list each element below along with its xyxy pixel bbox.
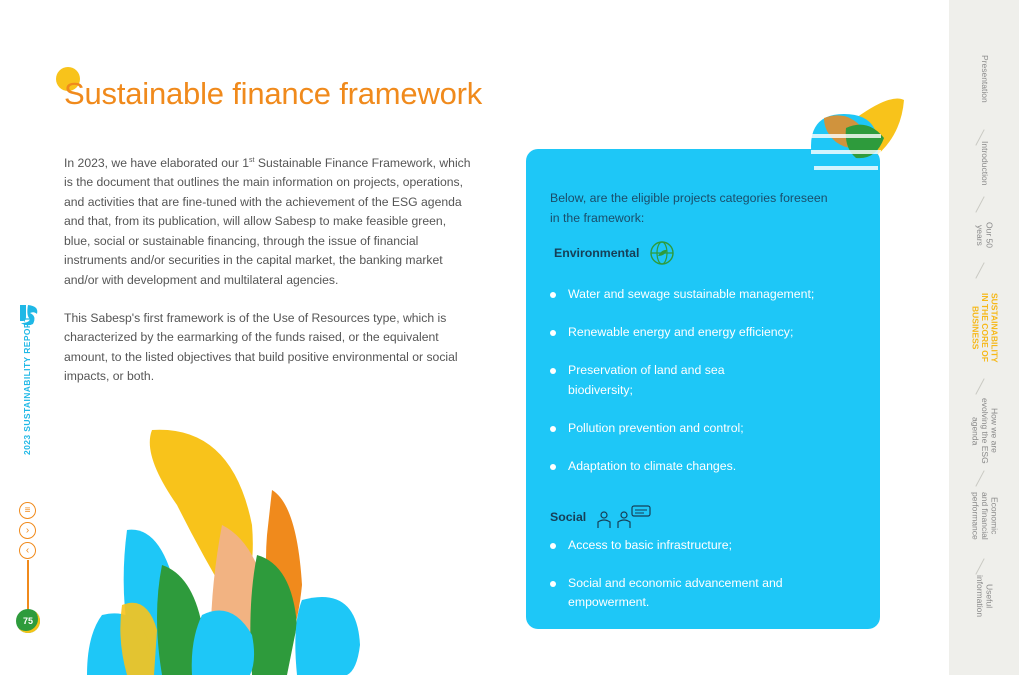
- list-item: Renewable energy and energy efficiency;: [550, 323, 860, 342]
- social-heading: [550, 505, 652, 529]
- page-title: Sustainable finance framework: [64, 76, 483, 111]
- nav-our-50-years[interactable]: Our 50 years: [975, 222, 995, 248]
- menu-icon[interactable]: ≡: [19, 502, 36, 519]
- nav-presentation[interactable]: Presentation: [979, 55, 990, 103]
- list-item: Pollution prevention and control;: [550, 419, 860, 438]
- decorative-drop-illustration: [806, 98, 908, 190]
- paragraph-1: In 2023, we have elaborated our 1st Sustainable Finance Framework, which is the document that outlines the main information on projects, operations, and activities that are fine-tuned with the achievement of the ESG agenda and that, from its publication, will allow Sabesp to make feasible green, blue, social or sustainable financing, through the issue of financial instruments and/or securities in the capital market, the banking market and/or with development and multilateral agencies.: [64, 156, 471, 287]
- nav-divider: [975, 470, 984, 486]
- page-number: 75: [16, 609, 40, 633]
- list-item: Adaptation to climate changes.: [550, 457, 860, 476]
- page-nav-icons: [19, 502, 37, 562]
- list-item: Social and economic advancement and empowerment.: [550, 574, 860, 612]
- globe-leaf-icon: [649, 240, 675, 266]
- nav-useful-information[interactable]: Useful information: [975, 575, 995, 618]
- nav-divider: [975, 262, 984, 278]
- left-rail: [0, 0, 56, 675]
- report-label: 2023 SUSTAINABILITY REPORT: [22, 315, 32, 455]
- rail-divider: [27, 560, 29, 612]
- eligible-categories-panel: [526, 149, 880, 629]
- decorative-splash-illustration: [82, 425, 367, 675]
- nav-esg-agenda[interactable]: How we are evolving the ESG agenda: [970, 398, 1000, 464]
- section-nav: [949, 0, 1019, 675]
- environmental-heading: [554, 240, 675, 266]
- nav-sustainability-core-business[interactable]: SUSTAINABILITY IN THE CORE OF BUSINESS: [970, 293, 1000, 363]
- environmental-list: [550, 285, 860, 495]
- previous-page-icon[interactable]: ‹: [19, 542, 36, 559]
- nav-introduction[interactable]: Introduction: [979, 141, 990, 186]
- nav-divider: [975, 196, 984, 212]
- social-list: [550, 536, 860, 632]
- list-item: Access to basic infrastructure;: [550, 536, 860, 555]
- environmental-label: Environmental: [554, 246, 640, 260]
- next-page-icon[interactable]: ›: [19, 522, 36, 539]
- nav-divider: [975, 378, 984, 394]
- list-item: Preservation of land and sea biodiversity;: [550, 361, 750, 399]
- paragraph-2: This Sabesp's first framework is of the Use of Resources type, which is characterized by the earmarking of the funds raised, or the equivalent amount, to the listed objectives that build positive environmental or social impacts, or both.: [64, 310, 458, 384]
- body-text: [64, 151, 474, 406]
- social-label: Social: [550, 510, 587, 524]
- nav-divider: [975, 558, 984, 574]
- people-chat-icon: [596, 505, 652, 529]
- nav-economic-financial-performance[interactable]: Economic and financial performance: [970, 492, 1000, 540]
- list-item: Water and sewage sustainable management;: [550, 285, 860, 304]
- panel-intro: Below, are the eligible projects categories foreseen in the framework:: [550, 191, 828, 225]
